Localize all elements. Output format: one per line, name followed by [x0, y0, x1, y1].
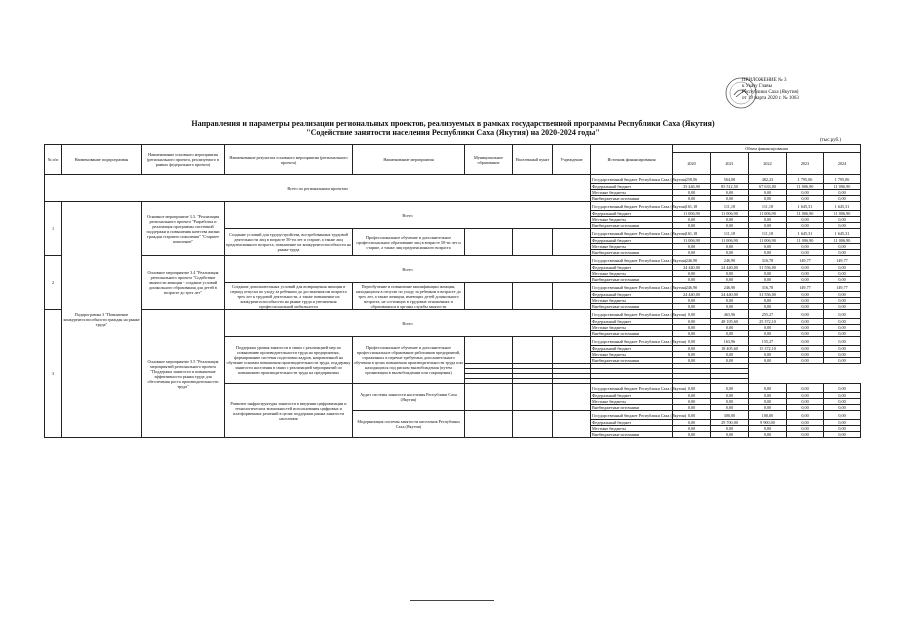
- financing-table: [44, 144, 861, 438]
- source-cell: Федеральный бюджет: [591, 265, 673, 271]
- value-cell: 0,00: [673, 411, 711, 420]
- value-cell: 482,23: [749, 175, 787, 184]
- value-cell: 0,00: [749, 250, 787, 256]
- header-year: 2021: [711, 153, 749, 175]
- source-cell: Местные бюджеты: [591, 325, 673, 331]
- value-cell: 0,00: [673, 277, 711, 283]
- value-cell: 0,00: [711, 393, 749, 399]
- appendix-line: к Указу Главы: [742, 84, 772, 89]
- value-cell: 0,00: [824, 250, 861, 256]
- value-cell: 0,00: [824, 310, 861, 319]
- value-cell: 0,00: [711, 250, 749, 256]
- value-cell: 0,00: [824, 346, 861, 352]
- value-cell: 149,77: [787, 283, 824, 292]
- value-cell: 0,00: [711, 399, 749, 405]
- source-cell: Государственный бюджет Республики Саха (Якутия): [592, 257, 687, 263]
- value-cell: 24 440,00: [673, 292, 711, 298]
- value-cell: 0,00: [673, 190, 711, 196]
- activity-name: Профессиональное обучение и дополнительное профессиональное образование работников предприятий, отраженных в перечне требуемых дополнительного обучения в целях повышения производительности труда или находящихся под риском высвобождения (путем организации в высвобождении или сокращения): [353, 337, 465, 384]
- value-cell: 0,00: [824, 426, 861, 432]
- source-cell: Внебюджетные источники: [591, 432, 673, 438]
- value-cell: 0,00: [824, 304, 861, 310]
- appendix-line: ПРИЛОЖЕНИЕ № 3: [742, 78, 787, 83]
- result-name: Создание дополнительных условий для возвращения женщин в период отпуска по уходу за ребенком до достижения им возраста трех лет к трудовой деятельности, а также повышение их конкурентоспособности на рынке труда и увеличения профессиональной мобильности: [225, 283, 353, 310]
- value-cell: 0,00: [787, 331, 824, 337]
- value-cell: 0,00: [824, 244, 861, 250]
- activity-name: Профессиональное обучение и дополнительное профессиональное образование лиц в возрасте 50-ти лет и старше, а также лиц предпенсионного возраста: [353, 229, 465, 256]
- source-cell: Государственный бюджет Республики Саха (Якутия): [592, 412, 687, 418]
- source-cell: Местные бюджеты: [591, 190, 673, 196]
- value-cell: 0,00: [787, 399, 824, 405]
- value-cell: 0,00: [824, 358, 861, 364]
- value-cell: 0,00: [787, 190, 824, 196]
- source-cell: Государственный бюджет Республики Саха (Якутия): [592, 338, 687, 344]
- value-cell: 0,00: [787, 358, 824, 364]
- source-cell: Федеральный бюджет: [591, 238, 673, 244]
- value-cell: 0,00: [787, 304, 824, 310]
- header-source: Источник финансирования: [591, 145, 673, 175]
- table-row: [45, 202, 861, 211]
- source-cell: Федеральный бюджет: [591, 211, 673, 217]
- value-cell: 161,18: [673, 229, 711, 238]
- value-cell: 11 006,90: [824, 211, 861, 217]
- value-cell: 0,00: [824, 337, 861, 346]
- value-cell: 24 440,00: [711, 292, 749, 298]
- empty-cell: [465, 337, 513, 364]
- block-num: 2: [45, 256, 62, 310]
- empty-cell: [465, 229, 513, 256]
- value-cell: 0,00: [673, 304, 711, 310]
- value-cell: 0,00: [787, 271, 824, 277]
- empty-cell: [553, 283, 591, 310]
- value-cell: 0,00: [711, 405, 749, 411]
- result-name: Поддержка уровня занятости в связи с реализацией мер по повышению производительности труда на предприятиях, формирование системы подготовки кадров, направленной на обучение основам повышения производительности труда, поддержку занятости населения в связи с реализацией мероприятий по повышению производительности труда на предприятиях: [225, 337, 353, 384]
- title-line: "Содействие занятости населения Республики Саха (Якутия) на 2020-2024 годы": [306, 128, 600, 137]
- value-cell: 564,08: [711, 175, 749, 184]
- value-cell: 0,00: [787, 250, 824, 256]
- empty-cell: [553, 229, 591, 256]
- value-cell: 300,00: [711, 411, 749, 420]
- source-cell: Внебюджетные источники: [591, 277, 673, 283]
- value-cell: 0,00: [787, 384, 824, 393]
- empty-cell: [513, 283, 553, 310]
- value-cell: 1 645,31: [824, 202, 861, 211]
- value-cell: 24 440,00: [673, 265, 711, 271]
- value-cell: 0,00: [711, 304, 749, 310]
- value-cell: 0,00: [787, 298, 824, 304]
- value-cell: 25 372,10: [749, 319, 787, 325]
- total-row-label: Всего: [225, 202, 591, 229]
- header-year: 2023: [787, 153, 824, 175]
- value-cell: 0,00: [824, 223, 861, 229]
- value-cell: 0,00: [824, 190, 861, 196]
- value-cell: 0,00: [711, 190, 749, 196]
- value-cell: 11 006,90: [711, 211, 749, 217]
- value-cell: 11 006,90: [711, 238, 749, 244]
- total-label: Всего по региональным проектам: [45, 175, 591, 202]
- value-cell: 35 446,90: [673, 184, 711, 190]
- value-cell: 0,00: [787, 405, 824, 411]
- header-year: 2022: [749, 153, 787, 175]
- value-cell: 0,00: [673, 271, 711, 277]
- value-cell: 0,00: [787, 426, 824, 432]
- value-cell: 11 006,90: [673, 238, 711, 244]
- value-cell: 0,00: [673, 420, 711, 426]
- appendix-line: от 19 марта 2020 г. № 1063: [742, 96, 799, 101]
- source-cell: Государственный бюджет Республики Саха (Якутия): [592, 311, 687, 317]
- header-institution: Учреждение: [553, 145, 591, 175]
- value-cell: 111,18: [749, 229, 787, 238]
- value-cell: 0,00: [673, 399, 711, 405]
- value-cell: 11 006,90: [673, 211, 711, 217]
- value-cell: 0,00: [673, 432, 711, 438]
- table-row: [45, 256, 861, 265]
- value-cell: 0,00: [824, 217, 861, 223]
- source-cell: Местные бюджеты: [591, 271, 673, 277]
- value-cell: 0,00: [749, 304, 787, 310]
- value-cell: 0,00: [749, 432, 787, 438]
- header-settlement: Населенный пункт: [513, 145, 553, 175]
- empty-cell: [513, 384, 553, 411]
- source-cell: Государственный бюджет Республики Саха (Якутия): [592, 230, 687, 236]
- value-cell: 0,00: [673, 352, 711, 358]
- value-cell: 0,00: [824, 399, 861, 405]
- value-cell: 0,00: [824, 277, 861, 283]
- value-cell: 0,00: [824, 271, 861, 277]
- header-year: 2020: [673, 153, 711, 175]
- value-cell: 0,00: [673, 337, 711, 346]
- value-cell: 1 645,31: [787, 229, 824, 238]
- value-cell: 11 006,90: [749, 238, 787, 244]
- value-cell: 0,00: [749, 244, 787, 250]
- total-row-label: Всего: [225, 310, 591, 337]
- value-cell: 0,00: [787, 393, 824, 399]
- activity-name: Аудит системы занятости населения Республики Саха (Якутия): [353, 384, 465, 411]
- empty-cell: [553, 384, 591, 411]
- value-cell: 0,00: [711, 196, 749, 202]
- value-cell: 0,00: [673, 244, 711, 250]
- value-cell: 11 006,90: [824, 238, 861, 244]
- value-cell: 0,00: [749, 325, 787, 331]
- value-cell: 255,27: [749, 310, 787, 319]
- value-cell: 0,00: [749, 426, 787, 432]
- block-num: 1: [45, 202, 62, 256]
- value-cell: 0,00: [749, 384, 787, 393]
- value-cell: 0,00: [749, 277, 787, 283]
- value-cell: 0,00: [673, 223, 711, 229]
- value-cell: 0,00: [673, 393, 711, 399]
- value-cell: 163,96: [711, 337, 749, 346]
- value-cell: 11 006,90: [787, 238, 824, 244]
- value-cell: 0,00: [749, 196, 787, 202]
- value-cell: 0,00: [787, 292, 824, 298]
- value-cell: 0,00: [787, 325, 824, 331]
- value-cell: 149,77: [787, 256, 824, 265]
- value-cell: 0,00: [711, 331, 749, 337]
- value-cell: 0,00: [711, 271, 749, 277]
- header-result: Наименование результата основного мероприятия (регионального проекта): [225, 145, 353, 175]
- value-cell: 0,00: [711, 277, 749, 283]
- value-cell: 0,00: [711, 223, 749, 229]
- value-cell: 24 440,00: [711, 265, 749, 271]
- value-cell: 0,00: [749, 331, 787, 337]
- value-cell: 29 700,00: [711, 420, 749, 426]
- source-cell: Местные бюджеты: [591, 399, 673, 405]
- value-cell: 0,00: [711, 244, 749, 250]
- source-cell: Местные бюджеты: [591, 298, 673, 304]
- value-cell: 0,00: [749, 352, 787, 358]
- value-cell: 0,00: [673, 358, 711, 364]
- source-cell: Федеральный бюджет: [591, 184, 673, 190]
- page-title: [150, 119, 756, 137]
- value-cell: 11 006,90: [824, 184, 861, 190]
- value-cell: 0,00: [749, 223, 787, 229]
- value-cell: 0,00: [673, 346, 711, 352]
- source-cell: Местные бюджеты: [591, 244, 673, 250]
- header-subprogram: Наименование подпрограммы: [62, 145, 142, 175]
- header-event: Наименование основного мероприятия (регионального проекта, реализуемого в рамках федерального проекта): [142, 145, 225, 175]
- value-cell: 0,00: [673, 298, 711, 304]
- activity-name: Переобучение и повышение квалификации женщин, находящихся в отпуске по уходу за ребенком в возрасте до трех лет, а также женщин, имеющих детей дошкольного возраста, не состоящих в трудовых отношениях и обратившихся в органы службы занятости: [353, 283, 465, 310]
- source-cell: Внебюджетные источники: [591, 223, 673, 229]
- value-cell: 0,00: [787, 319, 824, 325]
- source-cell: Внебюджетные источники: [591, 358, 673, 364]
- value-cell: 11 006,90: [787, 211, 824, 217]
- footer-divider: [410, 600, 494, 601]
- value-cell: 316,78: [749, 283, 787, 292]
- value-cell: 11 006,90: [749, 211, 787, 217]
- block-num: 3: [45, 310, 62, 438]
- value-cell: 0,00: [711, 358, 749, 364]
- header-num: № п/п: [45, 145, 62, 175]
- value-cell: 31 556,00: [749, 292, 787, 298]
- value-cell: 0,00: [749, 271, 787, 277]
- source-cell: Федеральный бюджет: [591, 393, 673, 399]
- source-cell: Государственный бюджет Республики Саха (Якутия): [592, 284, 687, 290]
- value-cell: 0,00: [787, 223, 824, 229]
- value-cell: 11 006,90: [787, 184, 824, 190]
- value-cell: 0,00: [824, 196, 861, 202]
- value-cell: 0,00: [711, 384, 749, 393]
- source-cell: Федеральный бюджет: [591, 319, 673, 325]
- value-cell: 246,90: [711, 283, 749, 292]
- empty-cell: [513, 337, 553, 364]
- value-cell: 9 900,00: [749, 420, 787, 426]
- value-cell: 0,00: [824, 265, 861, 271]
- source-cell: Федеральный бюджет: [591, 346, 673, 352]
- value-cell: 48 105,60: [711, 319, 749, 325]
- header-municipality: Муниципальное образование: [465, 145, 513, 175]
- value-cell: 0,00: [787, 310, 824, 319]
- source-cell: Государственный бюджет Республики Саха (Якутия): [592, 203, 687, 209]
- value-cell: 0,00: [673, 426, 711, 432]
- value-cell: 0,00: [824, 393, 861, 399]
- value-cell: 0,00: [673, 217, 711, 223]
- event-name: Основное мероприятие 3.3. "Реализация регионального проекта "Разработка и реализация программы системной поддержки и повышения качества жизни граждан старшего поколения" "Старшее поколение": [142, 202, 225, 256]
- value-cell: 0,00: [787, 420, 824, 426]
- event-name: Основное мероприятие 3.4 "Реализация регионального проекта "Содействие занятости женщин - создание условий дошкольного образования для детей в возрасте до трех лет": [142, 256, 225, 310]
- value-cell: 0,00: [673, 310, 711, 319]
- value-cell: 0,00: [824, 292, 861, 298]
- value-cell: 1 645,31: [824, 229, 861, 238]
- value-cell: 0,00: [673, 196, 711, 202]
- source-cell: Федеральный бюджет: [591, 292, 673, 298]
- value-cell: 0,00: [824, 432, 861, 438]
- unit-label: (тыс.руб.): [820, 138, 842, 143]
- empty-cell: [553, 337, 591, 364]
- empty-cell: [513, 229, 553, 256]
- value-cell: 0,00: [824, 411, 861, 420]
- value-cell: 0,00: [824, 405, 861, 411]
- value-cell: 15 372,10: [749, 346, 787, 352]
- value-cell: 31 556,00: [749, 265, 787, 271]
- event-name: Основное мероприятие 3.5 "Реализация мероприятий регионального проекта "Поддержка занятости и повышение эффективности рынка труда для обеспечения роста производительности труда": [142, 310, 225, 438]
- value-cell: 0,00: [749, 393, 787, 399]
- value-cell: 463,96: [711, 310, 749, 319]
- value-cell: 149,77: [824, 283, 861, 292]
- value-cell: 0,00: [824, 384, 861, 393]
- value-cell: 0,00: [749, 405, 787, 411]
- empty-cell: [513, 411, 553, 438]
- subprogram-name: Подпрограмма 3 "Повышение конкурентоспособности граждан на рынке труда": [62, 202, 142, 438]
- value-cell: 0,00: [711, 298, 749, 304]
- value-cell: 0,00: [711, 432, 749, 438]
- header-activity: Наименование мероприятия: [353, 145, 465, 175]
- value-cell: 0,00: [749, 217, 787, 223]
- value-cell: 0,00: [787, 337, 824, 346]
- value-cell: 0,00: [787, 346, 824, 352]
- value-cell: 0,00: [673, 250, 711, 256]
- result-name: Создание условий для трудоустройства, востребованных трудовой деятельности лиц в возрасте 50-ти лет и старше, а также лиц предпенсионного возраста, повышение их конкурентоспособности на рынке труда: [225, 229, 353, 256]
- value-cell: 85 512,50: [711, 184, 749, 190]
- activity-name: Модернизация системы занятости населения Республики Саха (Якутия): [353, 411, 465, 438]
- value-cell: 0,00: [824, 325, 861, 331]
- source-cell: Внебюджетные источники: [591, 405, 673, 411]
- table-row: [45, 175, 861, 184]
- value-cell: 0,00: [787, 432, 824, 438]
- value-cell: 0,00: [824, 298, 861, 304]
- value-cell: 100,00: [749, 411, 787, 420]
- appendix-block: [742, 78, 882, 102]
- source-cell: Государственный бюджет Республики Саха (Якутия): [592, 176, 687, 182]
- value-cell: 0,00: [824, 420, 861, 426]
- source-cell: Федеральный бюджет: [591, 420, 673, 426]
- value-cell: 1 795,06: [787, 175, 824, 184]
- source-cell: Внебюджетные источники: [591, 304, 673, 310]
- value-cell: 0,00: [824, 331, 861, 337]
- value-cell: 111,18: [711, 202, 749, 211]
- value-cell: 246,90: [711, 256, 749, 265]
- header-volume: Объем финансирования: [673, 145, 861, 153]
- value-cell: 0,00: [673, 384, 711, 393]
- value-cell: 258,06: [673, 175, 711, 184]
- value-cell: 0,00: [787, 217, 824, 223]
- value-cell: 0,00: [673, 319, 711, 325]
- value-cell: 1 645,31: [787, 202, 824, 211]
- value-cell: 111,18: [749, 202, 787, 211]
- value-cell: 0,00: [749, 190, 787, 196]
- value-cell: 246,90: [673, 256, 711, 265]
- appendix-line: Республики Саха (Якутия): [742, 90, 799, 95]
- source-cell: Местные бюджеты: [591, 426, 673, 432]
- value-cell: 0,00: [749, 399, 787, 405]
- value-cell: 0,00: [711, 325, 749, 331]
- total-row-label: Всего: [225, 256, 591, 283]
- empty-cell: [465, 283, 513, 310]
- empty-cell: [465, 411, 513, 438]
- value-cell: 0,00: [824, 319, 861, 325]
- value-cell: 0,00: [711, 352, 749, 358]
- source-cell: Местные бюджеты: [591, 217, 673, 223]
- value-cell: 149,77: [824, 256, 861, 265]
- value-cell: 18 405,60: [711, 346, 749, 352]
- value-cell: 0,00: [787, 196, 824, 202]
- result-name: Развитие инфраструктуры занятости в введении цифровизации и технологических возможностей использования цифровых и платформенных решений в целях поддержки рынка занятости населения: [225, 384, 353, 438]
- empty-cell: [465, 384, 513, 411]
- empty-cell: [553, 411, 591, 438]
- value-cell: 0,00: [673, 405, 711, 411]
- source-cell: Внебюджетные источники: [591, 196, 673, 202]
- header-year: 2024: [824, 153, 861, 175]
- value-cell: 0,00: [787, 265, 824, 271]
- value-cell: 0,00: [749, 358, 787, 364]
- value-cell: 0,00: [787, 244, 824, 250]
- value-cell: 0,00: [787, 277, 824, 283]
- value-cell: 161,18: [673, 202, 711, 211]
- value-cell: 67 633,00: [749, 184, 787, 190]
- value-cell: 1 795,06: [824, 175, 861, 184]
- source-cell: Местные бюджеты: [591, 352, 673, 358]
- value-cell: 0,00: [824, 352, 861, 358]
- title-line: Направления и параметры реализации региональных проектов, реализуемых в рамках государственной программы Республики Саха (Якутия): [191, 119, 715, 128]
- value-cell: 0,00: [787, 352, 824, 358]
- value-cell: 0,00: [749, 298, 787, 304]
- value-cell: 246,90: [673, 283, 711, 292]
- source-cell: Внебюджетные источники: [591, 331, 673, 337]
- value-cell: 155,27: [749, 337, 787, 346]
- table-row: [45, 310, 861, 319]
- value-cell: 0,00: [787, 411, 824, 420]
- value-cell: 111,18: [711, 229, 749, 238]
- source-cell: Государственный бюджет Республики Саха (Якутия): [592, 385, 687, 391]
- value-cell: 0,00: [673, 331, 711, 337]
- value-cell: 0,00: [673, 325, 711, 331]
- value-cell: 0,00: [711, 426, 749, 432]
- source-cell: Внебюджетные источники: [591, 250, 673, 256]
- value-cell: 0,00: [711, 217, 749, 223]
- value-cell: 316,78: [749, 256, 787, 265]
